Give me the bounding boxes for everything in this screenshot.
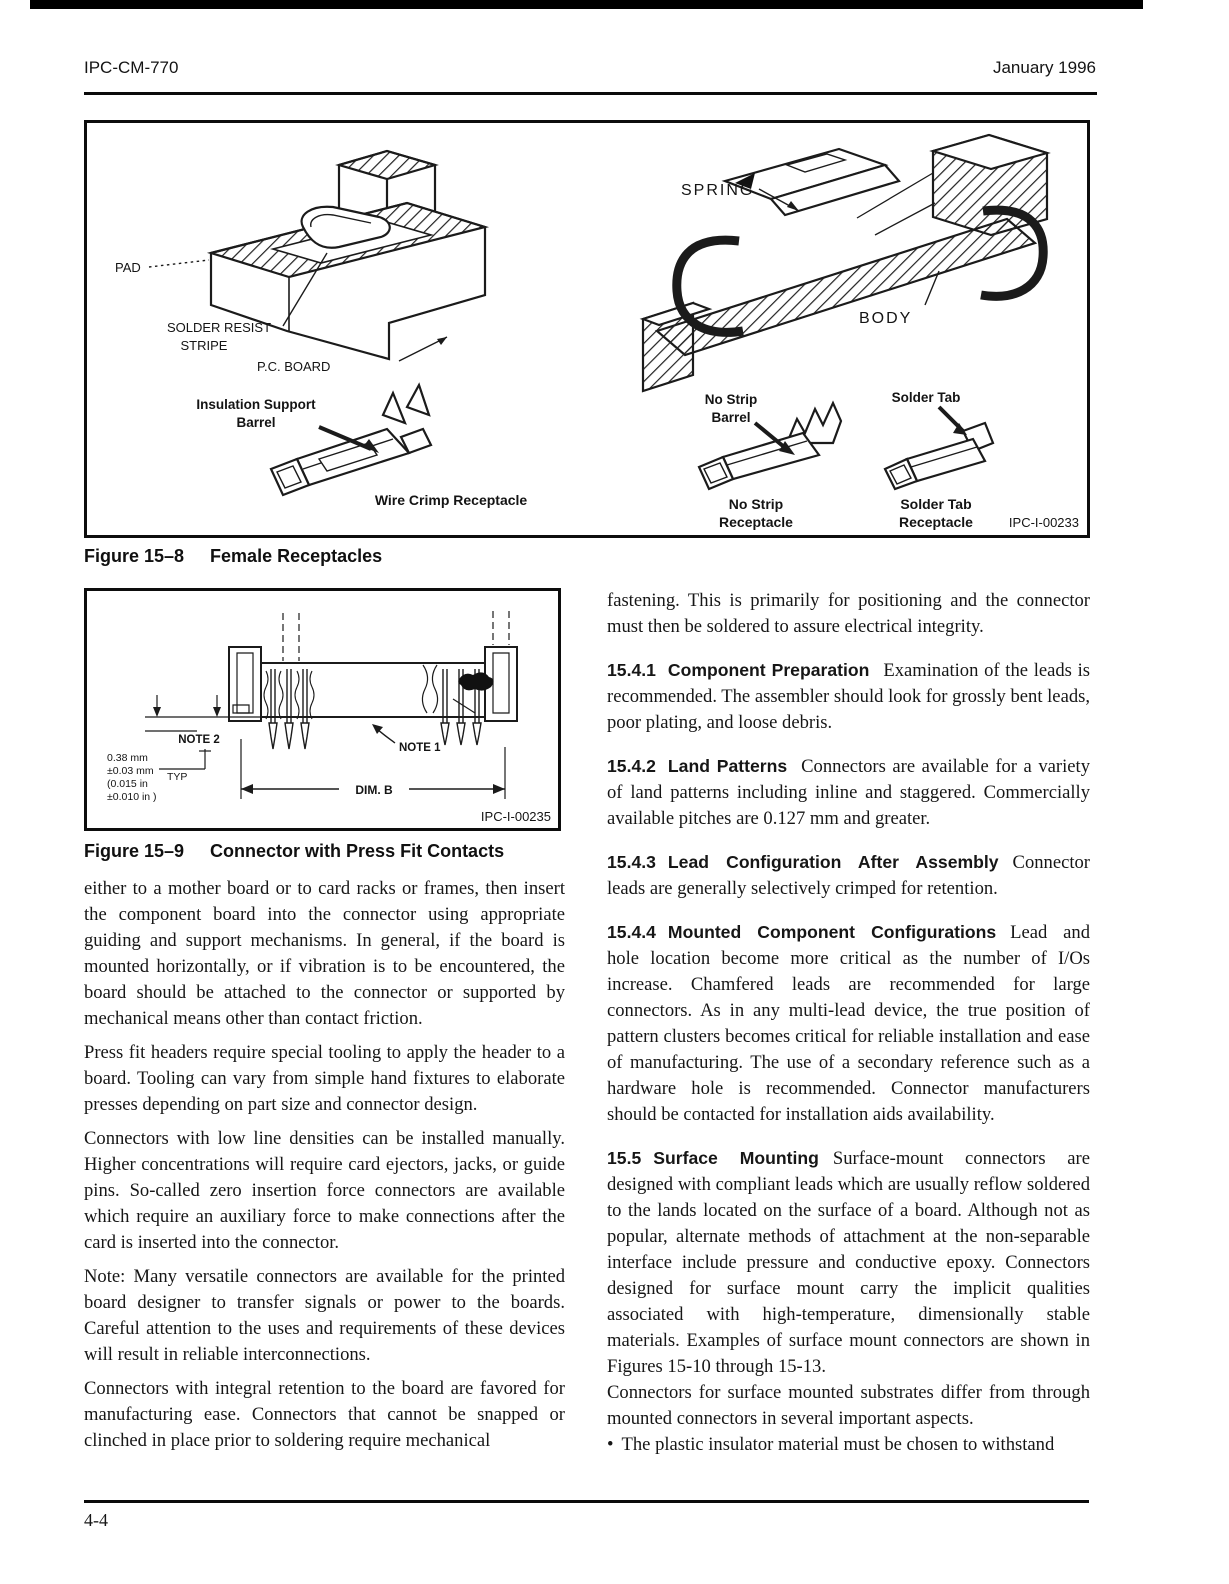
label-solder-resist-2: STRIPE [180, 338, 228, 353]
section-15-4-1 [607, 657, 1090, 736]
section-number: 15.4.1 [607, 660, 656, 680]
section-title: Component Preparation [667, 660, 870, 680]
figure-15-9-caption-title: Connector with Press Fit Contacts [210, 841, 505, 861]
label-spring: SPRING [681, 182, 755, 199]
label-no-strip-barrel-1: No Strip [704, 392, 758, 407]
label-pad: PAD [115, 260, 141, 275]
label-insulation-support-1: Insulation Support [196, 397, 316, 412]
footer-page-number: 4-4 [84, 1510, 108, 1530]
right-press-fit-pins [422, 665, 493, 745]
spring-body-drawing [643, 135, 1047, 391]
figure-15-9-caption [84, 841, 504, 862]
section-body: Surface-mount connectors are designed with compliant leads which are usually reflow soldered to the lands located on the surface of a board. Although not as popular, alternate methods of attachment at the non-separable interface include pressure and conductive epoxy. Connectors designed for surface mount carry the implicit qualities associated with high-temperature, dimensionally stable materials. Examples of surface mount connectors are shown in Figures 15-10 through 15-13. [607, 1148, 1090, 1377]
press-fit-connector-drawing [145, 611, 517, 799]
figure-15-9-ref-number: IPC-I-00235 [480, 809, 551, 824]
section-number: 15.4.2 [607, 756, 656, 776]
label-dim-in-2: ±0.010 in ) [107, 791, 157, 803]
label-solder-tab: Solder Tab [891, 390, 961, 405]
label-dim-in-1: (0.015 in [107, 778, 148, 790]
header-rule [84, 92, 1097, 95]
label-solder-tab-receptacle-1: Solder Tab [900, 496, 972, 512]
label-typ: TYP [167, 771, 188, 783]
section-body: Examination of the leads is recommended. The assembler should look for grossly bent leads, poor plating, and loose debris. [607, 660, 1091, 733]
section-title: Land Patterns [667, 756, 788, 776]
label-no-strip-barrel-2: Barrel [711, 410, 751, 425]
figure-15-8-caption [84, 546, 382, 567]
section-body: Lead and hole location become more critical as the number of I/Os increase. Chamfered leads are recommended for large connectors. As in any multi-lead device, the true position of pattern clusters becomes critical for reliable installation and ease of manufacturing. The use of a secondary reference such as a hardware hole is recommended. Connector manufacturers should be contacted for installation aids availability. [607, 922, 1091, 1125]
section-15-4-4 [607, 919, 1090, 1128]
paragraph: Note: Many versatile connectors are available for the printed board designer to transfer signals or power to the boards. Careful attention to the uses and requirements of these devices will result in reliable interconnections. [84, 1266, 565, 1365]
section-body: Connectors are available for a variety of land patterns including inline and staggered. Commercially available pitches are 0.127 mm and greater. [607, 756, 1090, 829]
label-no-strip-receptacle-2: Receptacle [719, 514, 793, 530]
figure-15-8-box [84, 120, 1090, 538]
figure-15-8-caption-title: Female Receptacles [210, 546, 383, 566]
figure-15-9-drawing [87, 591, 558, 828]
paragraph: Connectors with low line densities can be installed manually. Higher concentrations will require card ejectors, jacks, or guide pins. So-called zero insertion force connectors are available which require an auxiliary force to make connections after the card is inserted into the connector. [84, 1128, 565, 1253]
figure-15-8-caption-label: Figure 15–8 [84, 546, 185, 566]
header-date: January 1996 [992, 58, 1096, 77]
section-body: Connector leads are generally selectively crimped for retention. [607, 852, 1090, 899]
label-solder-tab-receptacle-2: Receptacle [899, 514, 973, 530]
label-dim-mm-2: ±0.03 mm [107, 765, 154, 777]
label-note-1: NOTE 1 [399, 742, 441, 754]
section-15-4-2 [607, 753, 1090, 832]
figure-15-8-drawing [87, 123, 1087, 535]
label-note-2: NOTE 2 [178, 734, 220, 746]
label-solder-resist-1: SOLDER RESIST [166, 320, 272, 335]
right-text-column [607, 588, 1090, 1458]
page-top-scan-bar [30, 0, 1143, 9]
paragraph: fastening. This is primarily for positioning and the connector must then be soldered to assure electrical integrity. [607, 590, 1090, 637]
section-title: Mounted Component Configurations [667, 922, 997, 942]
section-15-5 [607, 1145, 1090, 1380]
bullet-text: The plastic insulator material must be chosen to withstand [621, 1434, 1055, 1455]
figure-15-9-caption-label: Figure 15–9 [84, 841, 185, 861]
paragraph: Press fit headers require special tooling to apply the header to a board. Tooling can vary from simple hand fixtures to elaborate presses depending on part size and connector design. [84, 1042, 565, 1115]
header-doc-number: IPC-CM-770 [84, 58, 179, 77]
label-pc-board: P.C. BOARD [257, 359, 331, 374]
left-press-fit-pins [264, 669, 314, 749]
paragraph: Connectors for surface mounted substrates differ from through mounted connectors in several important aspects. [607, 1382, 1090, 1429]
section-number: 15.4.3 [607, 852, 656, 872]
section-15-4-3 [607, 849, 1090, 902]
left-text-column [84, 876, 565, 1462]
section-title: Lead Configuration After Assembly [667, 852, 999, 872]
bullet-item [607, 1432, 1090, 1458]
label-insulation-support-2: Barrel [236, 415, 276, 430]
label-no-strip-receptacle-1: No Strip [728, 496, 784, 512]
figure-15-9-box [84, 588, 561, 831]
label-dim-b: DIM. B [355, 783, 393, 797]
label-dim-mm-1: 0.38 mm [107, 752, 148, 764]
bullet-marker: • [607, 1434, 614, 1455]
label-wire-crimp-receptacle: Wire Crimp Receptacle [374, 492, 528, 508]
section-number: 15.4.4 [607, 922, 656, 942]
paragraph: Connectors with integral retention to the board are favored for manufacturing ease. Connectors that cannot be snapped or clinched in place prior to soldering require mechanical [84, 1378, 565, 1451]
figure-15-8-ref-number: IPC-I-00233 [1008, 515, 1079, 530]
label-body: BODY [859, 310, 913, 327]
solder-tab-receptacle-drawing [885, 407, 993, 489]
section-number: 15.5 [607, 1148, 642, 1168]
section-title: Surface Mounting [653, 1148, 819, 1168]
paragraph: either to a mother board or to card racks or frames, then insert the component board into the connector using appropriate guiding and support mechanisms. In general, if the board is mounted horizontally, or if vibration is to be encountered, the board should be attached to the connector or supported by mechanical means other than contact friction. [84, 878, 565, 1029]
footer-rule [84, 1500, 1089, 1503]
